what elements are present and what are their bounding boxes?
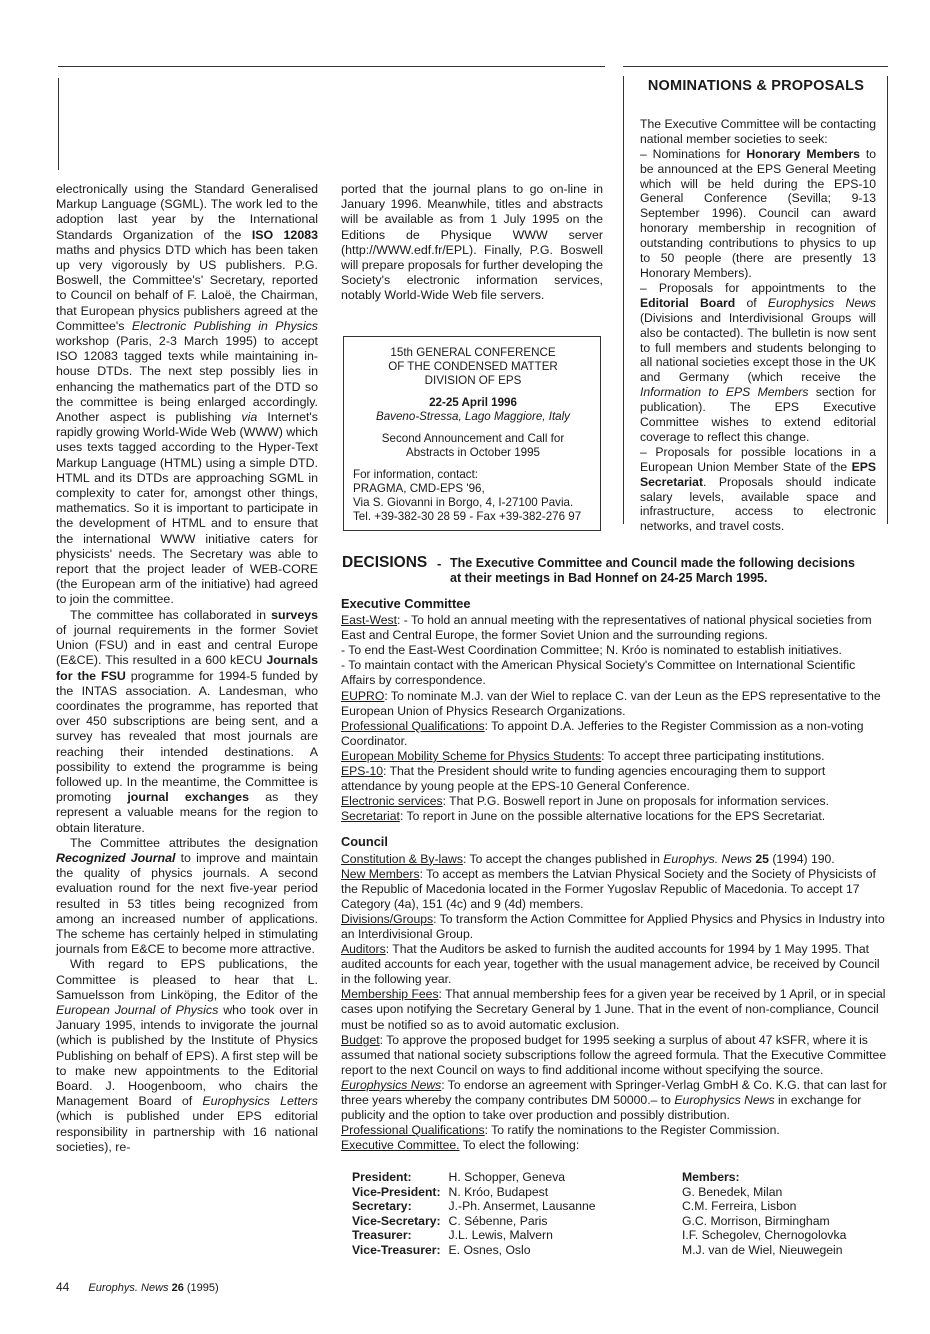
decision-item: Executive Committee. To elect the following: bbox=[341, 1138, 580, 1153]
officer-name: J.-Ph. Ansermet, Lausanne bbox=[448, 1199, 596, 1214]
officers-table bbox=[352, 1170, 596, 1258]
conference-title-line-1: 15th GENERAL CONFERENCE bbox=[390, 346, 556, 359]
journal-year: (1995) bbox=[186, 1282, 219, 1294]
officer-name: C. Sébenne, Paris bbox=[448, 1213, 548, 1228]
officer-role: President: bbox=[352, 1170, 412, 1184]
decision-item: Europhysics News: To endorse an agreement with Springer-Verlag GmbH & Co. K.G. that can last for three years whereby the company contributes DM 50000.– to Europhysics News in exchange for publicity and the option to take over production and possibly distribution. bbox=[341, 1077, 887, 1123]
decisions-subtitle-2: at their meetings in Bad Honnef on 24-25 March 1995. bbox=[450, 571, 768, 585]
middle-column bbox=[341, 182, 603, 304]
left-margin-rule bbox=[58, 78, 59, 170]
conference-announce-2: Abstracts in October 1995 bbox=[405, 446, 541, 459]
officer-name: E. Osnes, Oslo bbox=[448, 1242, 531, 1257]
conference-contact-2: PRAGMA, CMD-EPS '96, bbox=[353, 482, 485, 495]
officer-role: Vice-Treasurer: bbox=[352, 1242, 441, 1257]
conference-place: Baveno-Stressa, Lago Maggiore, Italy bbox=[376, 410, 570, 423]
top-rule-left bbox=[58, 66, 605, 67]
officer-row bbox=[352, 1243, 596, 1258]
decision-item: Constitution & By-laws: To accept the changes published in Europhys. News 25 (1994) 190. bbox=[341, 851, 835, 866]
top-rule-right bbox=[623, 66, 888, 67]
member-item: C.M. Ferreira, Lisbon bbox=[682, 1199, 797, 1214]
executive-committee-heading: Executive Committee bbox=[341, 596, 471, 611]
officer-row bbox=[352, 1199, 596, 1214]
decision-item: Budget: To approve the proposed budget for 1995 seeking a surplus of about 47 kSFR, where it is assumed that national society subscriptions follow the agreed formula. That the Executive Committee report to the next Council on ways to find additional income without specifying the source. bbox=[341, 1032, 887, 1077]
conference-contact-3: Via S. Giovanni in Borgo, 4, I-27100 Pavia. bbox=[353, 496, 574, 509]
decision-item: New Members: To accept as members the Latvian Physical Society and the Society of Physicists of the Republic of Macedonia located in the Former Yugoslav Republic of Macedonia. To accept 17 Category (4a), 151 (4c) and 9 (4d) members. bbox=[341, 866, 876, 911]
decision-item: - To end the East-West Coordination Committee; N. Króo is nominated to establish initiatives. bbox=[341, 643, 842, 658]
conference-announce-1: Second Announcement and Call for bbox=[381, 432, 565, 445]
officer-row bbox=[352, 1170, 596, 1185]
nominations-text: The Executive Committee will be contacting national member societies to seek: – Nominations for Honorary Members to be announced at the EPS General Meeting which will be held during the EPS-10 General Conference (Sevilla; 9-13 September 1996). Council can award honorary membership in recognition of outstanding contributions to physics to up to 50 people (there are presently 13 Honorary Members). – Proposals for appointments to the Editorial Board of Europhysics News (Divisions and Interdivisional Groups will also be contacted). The bulletin is now sent to full members and students belonging to all national societies except those in the UK and Germany (which receive the Information to EPS Members section for publication). The EPS Executive Committee wishes to extend editorial coverage to reflect this change. – Proposals for possible locations in a European Union Member State of the EPS Secretariat. Proposals should indicate salary levels, available space and infrastructure, access to electronic networks, and travel costs. bbox=[640, 116, 876, 534]
officer-role: Secretary: bbox=[352, 1199, 412, 1214]
decision-item: East-West: - To hold an annual meeting with the representatives of national physical societies from East and Central Europe, the former Soviet Union and the surrounding regions. bbox=[341, 613, 872, 643]
conference-announcement-box bbox=[343, 336, 601, 531]
council-heading: Council bbox=[341, 834, 388, 850]
journal-name: Europhys. News bbox=[88, 1282, 169, 1294]
decision-item: Professional Qualifications: To appoint D.A. Jefferies to the Register Commission as a non-voting Coordinator. bbox=[341, 718, 864, 748]
conference-title-line-2: OF THE CONDENSED MATTER bbox=[388, 360, 558, 373]
decision-item: EUPRO: To nominate M.J. van der Wiel to replace C. van der Leun as the EPS representative to the European Union of Physics Research Organizations. bbox=[341, 688, 881, 718]
decisions-subtitle-1: The Executive Committee and Council made the following decisions bbox=[450, 556, 855, 570]
officer-role: Vice-Secretary: bbox=[352, 1213, 441, 1228]
conference-contact-4: Tel. +39-382-30 28 59 - Fax +39-382-276 97 bbox=[353, 510, 582, 523]
executive-items bbox=[341, 613, 888, 824]
officer-row bbox=[352, 1228, 596, 1243]
decisions-body bbox=[341, 590, 888, 1153]
left-paragraph-3: The Committee attributes the designation Recognized Journal to improve and maintain the quality of physics journals. A second evaluation round for the next five-year period resulted in 53 titles being recognized from among an increased number of applications. The scheme has certainly helped in stimulating journals from E&CE to become more attractive. bbox=[56, 835, 318, 957]
council-items bbox=[341, 852, 888, 1154]
left-paragraph-4: With regard to EPS publications, the Committee is pleased to hear that L. Samuelsson from Linköping, the Editor of the European Journal of Physics who took over in January 1995, intends to invigorate the journal (which is published by the Institute of Physics Publishing on behalf of EPS). A first step will be to make new appointments to the Editorial Board. J. Hoogenboom, who chairs the Management Board of Europhysics Letters (which is published under EPS editorial responsibility in partnership with 16 national societies), re- bbox=[56, 957, 319, 1154]
officer-name: H. Schopper, Geneva bbox=[448, 1170, 566, 1184]
conference-title-line-3: DIVISION OF EPS bbox=[424, 374, 522, 387]
decision-item: Professional Qualifications: To ratify the nominations to the Register Commission. bbox=[341, 1123, 780, 1138]
left-paragraph-2: The committee has collaborated in surveys of journal requirements in the former Soviet Union (FSU) and in east and central Europe (E&CE). This resulted in a 600 kECU Journals for the FSU programme for 1994-5 funded by the INTAS association. A. Landesman, who coordinates the programme, has reported that over 450 subscriptions are being sent, and a survey has revealed that most journals are reaching their intended destinations. A possibility to extend the programme is being followed up. In the meantime, the Committee is promoting journal exchanges as they represent a valuable means for the region to obtain literature. bbox=[56, 607, 318, 835]
left-paragraph-1: electronically using the Standard Generalised Markup Language (SGML). The work led to the adoption last year by the International Standards Organization of the ISO 12083 maths and physics DTD which has been taken up very vigorously by US publishers. P.G. Boswell, the Committee's' Secretary, reported to Council on behalf of F. Laloë, the Chairman, that European physics publishers agreed at the Committee's Electronic Publishing in Physics workshop (Paris, 2-3 March 1995) to accept ISO 12083 tagged texts while maintaining in-house DTDs. The next step possibly lies in enhancing the mathematics part of the DTD so the committee is being enlarged accordingly. Another aspect is publishing via Internet's rapidly growing World-Wide Web (WWW) which uses texts tagged according to the Hyper-Text Markup Language (HTML) using a simple DTD. HTML and its DTDs are approaching SGML in complexity to cater for, amongst other things, mathematics. So it is important to participate in the development of HTML and to ensure that the international WWW initiative caters for physicists' needs. The Secretary was able to report that the project leader of WEB-CORE (the European arm of the initiative) had agreed to join the committee. bbox=[56, 182, 318, 607]
officer-role: Vice-President: bbox=[352, 1184, 441, 1199]
page-footer bbox=[56, 1280, 219, 1294]
conference-contact-1: For information, contact: bbox=[353, 468, 479, 481]
page-number: 44 bbox=[56, 1280, 70, 1294]
decisions-title: DECISIONS bbox=[342, 554, 428, 571]
member-item: G. Benedek, Milan bbox=[682, 1184, 783, 1199]
decision-item: Secretariat: To report in June on the possible alternative locations for the EPS Secretariat. bbox=[341, 809, 826, 824]
decision-item: EPS-10: That the President should write to funding agencies encouraging them to support attendance by young people at the EPS-10 General Conference. bbox=[341, 764, 826, 794]
left-column bbox=[56, 182, 318, 1155]
decision-item: - To maintain contact with the American Physical Society's Committee on International Scientific Affairs by correspondence. bbox=[341, 658, 856, 688]
journal-volume: 26 bbox=[171, 1282, 184, 1294]
officer-name: J.L. Lewis, Malvern bbox=[448, 1228, 553, 1243]
officers-table-body bbox=[352, 1170, 596, 1258]
decision-item: Membership Fees: That annual membership fees for a given year be received by 1 April, or in special cases upon notifying the Secretary General by 1 June. That in the event of non-compliance, Council must be notified so as to avoid automatic exclusion. bbox=[341, 987, 886, 1032]
nominations-title: NOMINATIONS & PROPOSALS bbox=[647, 78, 865, 94]
member-item: M.J. van de Wiel, Nieuwegein bbox=[682, 1242, 843, 1257]
nominations-right-rule bbox=[887, 76, 888, 524]
middle-paragraph-1: ported that the journal plans to go on-line in January 1996. Meanwhile, titles and abstracts will be available as from 1 July 1995 on the Editions de Physique WWW server (http://WWW.edf.fr/EPL). Finally, P.G. Boswell will prepare proposals for further developing the Society's electronic information services, notably World-Wide Web file servers. bbox=[341, 182, 603, 303]
decision-item: European Mobility Scheme for Physics Students: To accept three participating institutions. bbox=[341, 748, 825, 763]
members-list-items bbox=[682, 1185, 846, 1258]
officer-name: N. Króo, Budapest bbox=[448, 1184, 549, 1199]
nominations-left-rule bbox=[623, 76, 624, 524]
decisions-dash: - bbox=[437, 556, 442, 571]
officer-role: Treasurer: bbox=[352, 1228, 412, 1243]
officer-row bbox=[352, 1185, 596, 1200]
decision-item: Electronic services: That P.G. Boswell report in June on proposals for information services. bbox=[341, 794, 829, 809]
decision-item: Divisions/Groups: To transform the Action Committee for Applied Physics and Physics in Industry into an Interdivisional Group. bbox=[341, 911, 885, 941]
member-item: G.C. Morrison, Birmingham bbox=[682, 1213, 830, 1228]
conference-dates: 22-25 April 1996 bbox=[429, 396, 517, 409]
member-item: I.F. Schegolev, Chernogolovka bbox=[682, 1228, 847, 1243]
members-heading: Members: bbox=[682, 1170, 740, 1184]
officer-row bbox=[352, 1214, 596, 1229]
members-list bbox=[682, 1170, 846, 1258]
decision-item: Auditors: That the Auditors be asked to furnish the audited accounts for 1994 by 1 May 1995. That audited accounts for each year, together with the usual management advice, be received by Council in the following year. bbox=[341, 942, 880, 987]
nominations-body bbox=[640, 102, 876, 549]
